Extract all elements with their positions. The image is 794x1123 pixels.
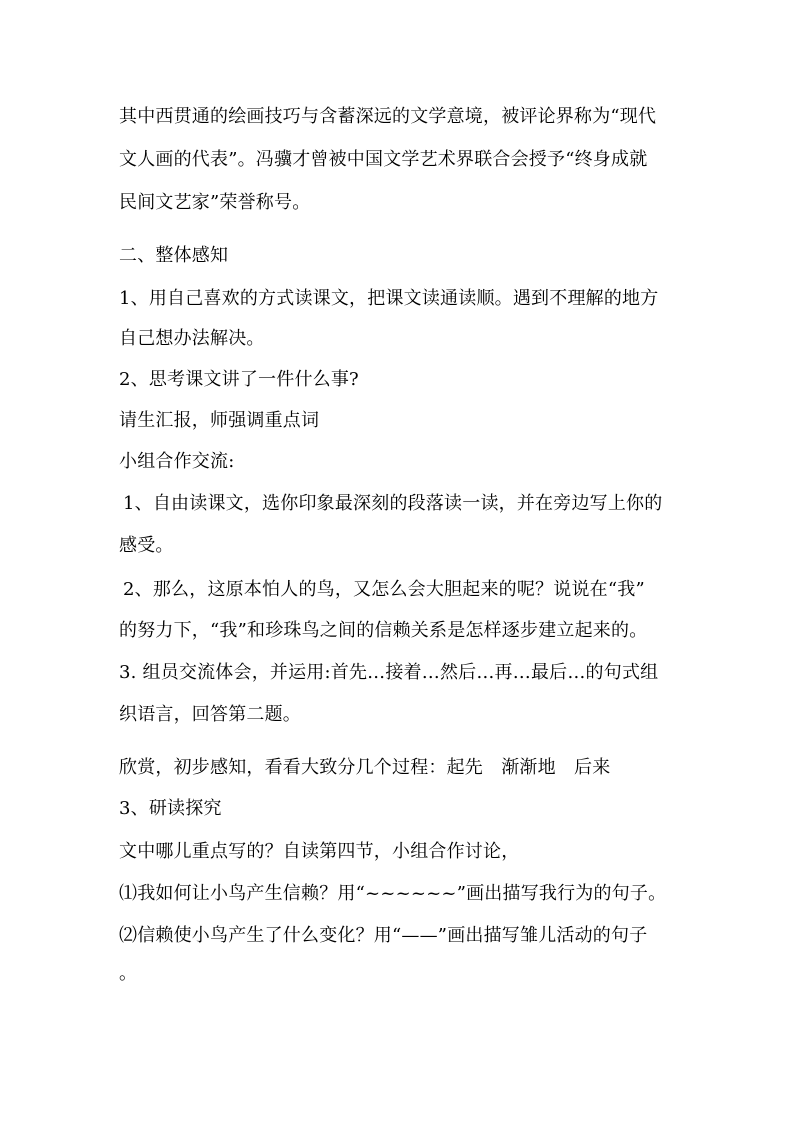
text-line: 感受。 bbox=[119, 535, 174, 556]
text-line: 小组合作交流: bbox=[119, 451, 235, 472]
section-heading: 二、整体感知 bbox=[119, 245, 229, 266]
section-heading: 3、研读探究 bbox=[119, 798, 222, 819]
text-line: 请生汇报，师强调重点词 bbox=[119, 410, 320, 431]
text-line: ⑴我如何让小鸟产生信赖？用“~~~~~~”画出描写我行为的句子。 bbox=[119, 883, 667, 904]
text-line: 1、自由读课文，选你印象最深刻的段落读一读，并在旁边写上你的 bbox=[123, 493, 663, 514]
text-line: 欣赏，初步感知，看看大致分几个过程：起先 渐渐地 后来 bbox=[119, 757, 611, 778]
text-line: 3. 组员交流体会，并运用:首先…接着…然后…再…最后…的句式组 bbox=[119, 662, 659, 683]
text-line: 织语言，回答第二题。 bbox=[119, 704, 301, 725]
text-line: 1、用自己喜欢的方式读课文，把课文读通读顺。遇到不理解的地方 bbox=[119, 288, 659, 309]
text-line: 自己想办法解决。 bbox=[119, 328, 265, 349]
text-line: 。 bbox=[119, 963, 138, 984]
text-line: 2、那么，这原本怕人的鸟，又怎么会大胆起来的呢？说说在“我” bbox=[123, 579, 645, 600]
text-line: 文人画的代表”。冯骥才曾被中国文学艺术界联合会授予“终身成就 bbox=[119, 149, 648, 170]
text-line: 民间文艺家”荣誉称号。 bbox=[119, 192, 311, 213]
text-line: 2、思考课文讲了一件什么事? bbox=[119, 369, 359, 390]
text-line: 的努力下，“我”和珍珠鸟之间的信赖关系是怎样逐步建立起来的。 bbox=[119, 620, 648, 641]
text-line: 其中西贯通的绘画技巧与含蓄深远的文学意境，被评论界称为“现代 bbox=[119, 106, 657, 127]
text-line: 文中哪儿重点写的？自读第四节，小组合作讨论， bbox=[119, 841, 520, 862]
text-line: ⑵信赖使小鸟产生了什么变化？用“——”画出描写雏儿活动的句子 bbox=[119, 925, 648, 946]
